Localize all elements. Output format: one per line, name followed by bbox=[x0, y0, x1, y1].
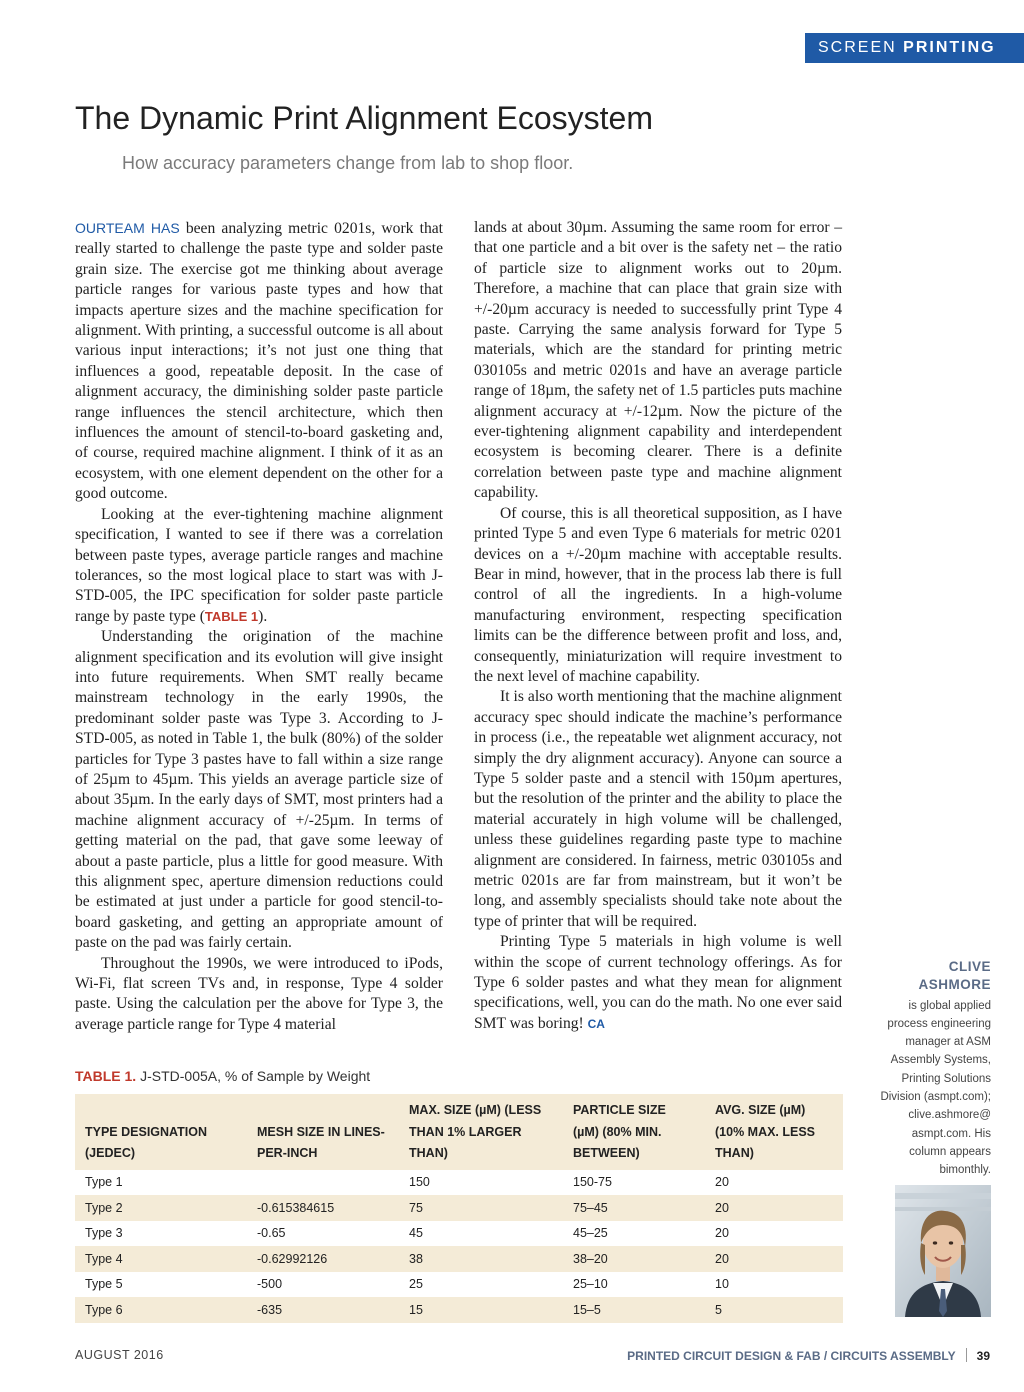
table-cell: Type 6 bbox=[75, 1297, 247, 1323]
table-cell: 38–20 bbox=[563, 1246, 705, 1272]
paragraph-7-text: Printing Type 5 materials in high volume is well within the scope of current technology offerings. As for Type 6 solder pastes and what they mean for alignment specifications, well, you can do the math. No one ever said SMT was boring! bbox=[474, 933, 842, 1032]
author-name: CLIVE ASHMORE bbox=[918, 959, 991, 993]
bio-line: Printing Solutions bbox=[901, 1072, 991, 1085]
table-cell: 20 bbox=[705, 1221, 843, 1247]
bio-line: column appears bbox=[909, 1145, 991, 1158]
table-cell: 20 bbox=[705, 1195, 843, 1221]
table-cell: Type 5 bbox=[75, 1272, 247, 1298]
table-cell: 10 bbox=[705, 1272, 843, 1298]
table-cell: Type 3 bbox=[75, 1221, 247, 1247]
article-column-right bbox=[474, 218, 842, 1034]
table-cell: 20 bbox=[705, 1170, 843, 1196]
section-tag-light: SCREEN bbox=[818, 39, 897, 56]
paragraph-1-text: been analyzing metric 0201s, work that really started to challenge the paste type and solder paste grain size. The exercise got me thinking about average particle ranges for various paste types and how that impacts aperture sizes and the machine specification for alignment. With printing, a successful outcome is all about various input interactions; it’s not just one thing that influences a good, repeatable deposit. In the case of alignment accuracy, the diminishing solder paste particle range influences the stencil architecture, which then influences the amount of stencil-to-board gasketing and, of course, required machine alignment. I think of it as an ecosystem, with one element dependent on the other for a good outcome. bbox=[75, 220, 443, 503]
bio-line: clive.ashmore@ bbox=[908, 1109, 991, 1122]
paragraph-7 bbox=[474, 932, 842, 1034]
paragraph-1 bbox=[75, 218, 443, 505]
table-cell: 25–10 bbox=[563, 1272, 705, 1298]
end-mark: CA bbox=[587, 1016, 605, 1031]
table-cell: Type 1 bbox=[75, 1170, 247, 1196]
table-cell: -635 bbox=[247, 1297, 399, 1323]
table-cell: -500 bbox=[247, 1272, 399, 1298]
article-title: The Dynamic Print Alignment Ecosystem bbox=[75, 100, 653, 136]
table-reference: TABLE 1 bbox=[204, 608, 259, 624]
bio-line: process engineering bbox=[887, 1017, 991, 1030]
table-cell: 25 bbox=[399, 1272, 563, 1298]
section-tag bbox=[805, 33, 1024, 63]
table-row bbox=[75, 1246, 843, 1272]
table-caption-text: J-STD-005A, % of Sample by Weight bbox=[136, 1068, 371, 1084]
table-cell: 15 bbox=[399, 1297, 563, 1323]
column-header: TYPE DESIGNATION (JEDEC) bbox=[75, 1094, 247, 1170]
table-row bbox=[75, 1221, 843, 1247]
paragraph-5: Of course, this is all theoretical supposition, as I have printed Type 5 and even Type 6 materials for metric 0201 devices on a +/-20µm machine with acceptable results. Bear in mind, however, that in the process lab there is full control of all the ingredients. In a high-volume manufacturing environment, respecting specification limits can be the difference between profit and loss, and, consequently, miniaturization will require investment to the next level of machine capability. bbox=[474, 504, 842, 685]
article-column-left bbox=[75, 218, 443, 1035]
table-row bbox=[75, 1272, 843, 1298]
paragraph-2-after: ). bbox=[258, 607, 268, 625]
table-cell: 150-75 bbox=[563, 1170, 705, 1196]
table-row bbox=[75, 1297, 843, 1323]
page-number: 39 bbox=[976, 1349, 990, 1363]
footer-publication-block bbox=[627, 1348, 990, 1363]
paragraph-2-before: Looking at the ever-tightening machine alignment specification, I wanted to see if there was a correlation between paste types, average particle ranges and machine tolerances, so the most logical place to start was with J-STD-005, the IPC specification for solder paste particle range by paste type ( bbox=[75, 505, 443, 625]
table-cell: Type 2 bbox=[75, 1195, 247, 1221]
paragraph-2 bbox=[75, 505, 443, 627]
bio-line: Division (asmpt.com); bbox=[880, 1091, 991, 1104]
table-header-row bbox=[75, 1094, 843, 1170]
paragraph-6: It is also worth mentioning that the machine alignment accuracy spec should indicate the machine’s performance in process (i.e., the repeatable wet alignment accuracy, not simply the dry alignment accuracy). Anyone can source a Type 5 solder paste and a stencil with 150µm apertures, but the resolution of the printer and the ability to place the material accurately in high volume will be challenged, unless these guidelines regarding paste type to machine alignment are considered. In fairness, metric 030105s and metric 0201s are far from mainstream, but it won’t be long, and assembly specialists should take note about the type of printer that will be required. bbox=[474, 688, 842, 930]
table-row bbox=[75, 1170, 843, 1196]
bio-line: bimonthly. bbox=[939, 1164, 991, 1177]
table-cell: Type 4 bbox=[75, 1246, 247, 1272]
article-subtitle: How accuracy parameters change from lab to shop floor. bbox=[122, 153, 574, 173]
table-cell: 150 bbox=[399, 1170, 563, 1196]
section-tag-bold: PRINTING bbox=[903, 39, 996, 56]
table-cell bbox=[247, 1170, 399, 1196]
paragraph-3: Understanding the origination of the machine alignment specification and its evolution will give insight into future requirements. When SMT really became mainstream technology in the early 1990s, the predominant solder paste was Type 3. According to J-STD-005, as noted in Table 1, the bulk (80%) of the solder particles for Type 3 pastes have to fall within a size range of 25µm to 45µm. This yields an average particle size of about 35µm. In the early days of SMT, most printers had a machine alignment accuracy of +/-25µm. In terms of getting material on the pad, that gave some leeway of about a paste particle, plus a little for good measure. With this alignment spec, aperture dimension reductions could be estimated at just under a particle for good stencil-to-board gasketing, and getting an appropriate amount of paste on the pad was fairly certain. bbox=[75, 628, 443, 952]
bio-line: manager at ASM bbox=[905, 1036, 991, 1049]
table-cell: 5 bbox=[705, 1297, 843, 1323]
table-cell: 20 bbox=[705, 1246, 843, 1272]
table-caption bbox=[75, 1068, 370, 1084]
bio-line: asmpt.com. His bbox=[911, 1127, 991, 1140]
paragraph-4-start: Throughout the 1990s, we were introduced to iPods, Wi-Fi, flat screen TVs and, in response, Type 4 solder paste. Using the calculation per the above for Type 3, the average particle range for Type 4 material bbox=[75, 954, 443, 1033]
table-cell: 75–45 bbox=[563, 1195, 705, 1221]
bio-line: is global applied bbox=[908, 999, 991, 1012]
bio-line: Assembly Systems, bbox=[890, 1054, 991, 1067]
table-cell: 75 bbox=[399, 1195, 563, 1221]
table-cell: 15–5 bbox=[563, 1297, 705, 1323]
table-cell: -0.65 bbox=[247, 1221, 399, 1247]
footer-date: AUGUST 2016 bbox=[75, 1348, 164, 1362]
lead-in: OURTEAM HAS bbox=[75, 220, 180, 236]
table-row bbox=[75, 1195, 843, 1221]
column-header: PARTICLE SIZE (µM) (80% MIN. BETWEEN) bbox=[563, 1094, 705, 1170]
column-header: MAX. SIZE (µM) (LESS THAN 1% LARGER THAN) bbox=[399, 1094, 563, 1170]
table-cell: 38 bbox=[399, 1246, 563, 1272]
table-caption-label: TABLE 1. bbox=[75, 1068, 137, 1084]
footer-publication: PRINTED CIRCUIT DESIGN & FAB / CIRCUITS ASSEMBLY bbox=[627, 1349, 956, 1363]
paragraph-4-continued: lands at about 30µm. Assuming the same room for error – that one particle and a bit over is the safety net – the ratio of particle size to alignment works out to 20µm. Therefore, a machine that can place that grain size with +/-20µm accuracy is needed to successfully print Type 4 paste. Carrying the same analysis forward for Type 5 materials, which are the standard for printing metric 030105s and metric 0201s and have an average particle range of 18µm, the safety net of 1.5 particles puts machine alignment accuracy at +/-12µm. Now the picture of the ever-tightening alignment capability and interdependent ecosystem is becoming clearer. There is a definite correlation between paste type and machine alignment capability. bbox=[474, 219, 842, 502]
column-header: AVG. SIZE (µM) (10% MAX. LESS THAN) bbox=[705, 1094, 843, 1170]
table-cell: 45 bbox=[399, 1221, 563, 1247]
author-photo bbox=[895, 1185, 991, 1317]
column-header: MESH SIZE IN LINES-PER-INCH bbox=[247, 1094, 399, 1170]
data-table bbox=[75, 1094, 843, 1323]
table-cell: -0.615384615 bbox=[247, 1195, 399, 1221]
author-bio bbox=[880, 958, 991, 1180]
table-cell: -0.62992126 bbox=[247, 1246, 399, 1272]
table-cell: 45–25 bbox=[563, 1221, 705, 1247]
footer-divider bbox=[966, 1348, 967, 1362]
